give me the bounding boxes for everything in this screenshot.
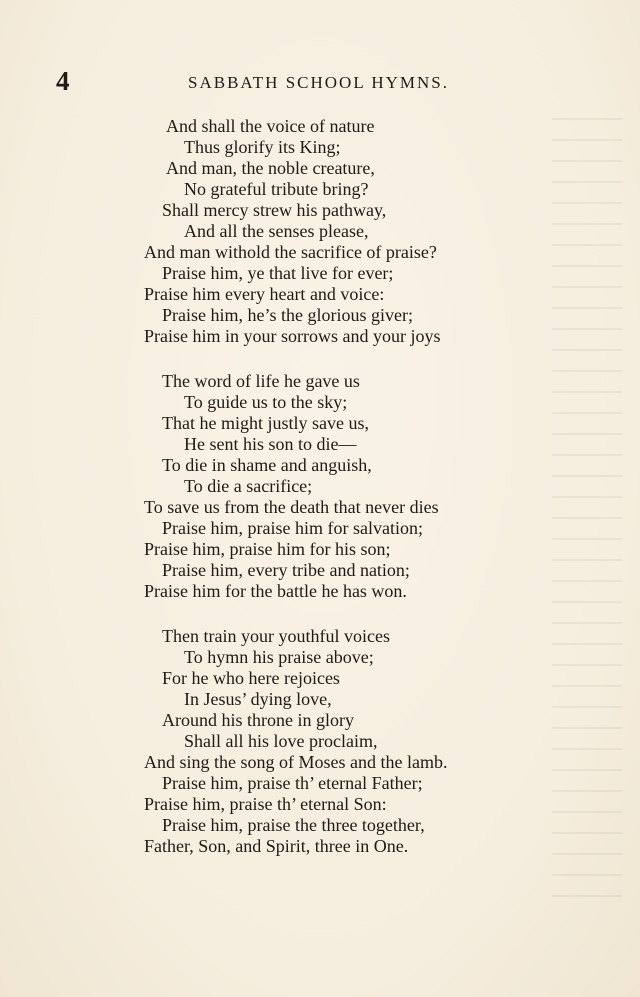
verse-line: Praise him every heart and voice: <box>144 284 385 304</box>
verse-line: Praise him, praise him for his son; <box>144 539 391 559</box>
page-header <box>0 66 640 96</box>
verse-line: Praise him for the battle he has won. <box>144 581 407 601</box>
verse-line: Praise him, ye that live for ever; <box>162 263 394 283</box>
verse-line: In Jesus’ dying love, <box>184 689 332 709</box>
verse-line: Praise him, praise th’ eternal Son: <box>144 794 387 814</box>
verse-line: Praise him, praise th’ eternal Father; <box>162 773 423 793</box>
verse-line: Praise him, praise the three together, <box>162 815 425 835</box>
verse-line: To hymn his praise above; <box>184 647 374 667</box>
verse-line: To guide us to the sky; <box>184 392 348 412</box>
verse-line: The word of life he gave us <box>162 371 360 391</box>
verse-line: No grateful tribute bring? <box>184 179 369 199</box>
stanza-1 <box>0 116 640 347</box>
verse-line: Around his throne in glory <box>162 710 354 730</box>
verse-line: Praise him, praise him for salvation; <box>162 518 423 538</box>
verse-line: And sing the song of Moses and the lamb. <box>144 752 448 772</box>
verse-line: Then train your youthful voices <box>162 626 390 646</box>
stanza-2 <box>0 371 640 602</box>
verse-line: To die in shame and anguish, <box>162 455 372 475</box>
verse-line: Praise him, every tribe and nation; <box>162 560 410 580</box>
running-title: SABBATH SCHOOL HYMNS. <box>188 73 449 92</box>
verse-line: He sent his son to die— <box>184 434 357 454</box>
verse-line: And man, the noble creature, <box>166 158 375 178</box>
verse-line: Father, Son, and Spirit, three in One. <box>144 836 409 856</box>
verse-line: To save us from the death that never dies <box>144 497 439 517</box>
verse-line: And all the senses please, <box>184 221 369 241</box>
verse-line: Shall all his love proclaim, <box>184 731 378 751</box>
verse-line: And shall the voice of nature <box>166 116 375 136</box>
verse-line: To die a sacrifice; <box>184 476 313 496</box>
verse-line: Shall mercy strew his pathway, <box>162 200 387 220</box>
page-number: 4 <box>56 66 70 96</box>
verse-line: Thus glorify its King; <box>184 137 341 157</box>
verse-line: And man withold the sacrifice of praise? <box>144 242 437 262</box>
verse-line: Praise him, he’s the glorious giver; <box>162 305 413 325</box>
stanza-3 <box>0 626 640 857</box>
verse-line: That he might justly save us, <box>162 413 369 433</box>
verse-line: For he who here rejoices <box>162 668 340 688</box>
hymn-text <box>0 116 640 881</box>
verse-line: Praise him in your sorrows and your joys <box>144 326 441 346</box>
